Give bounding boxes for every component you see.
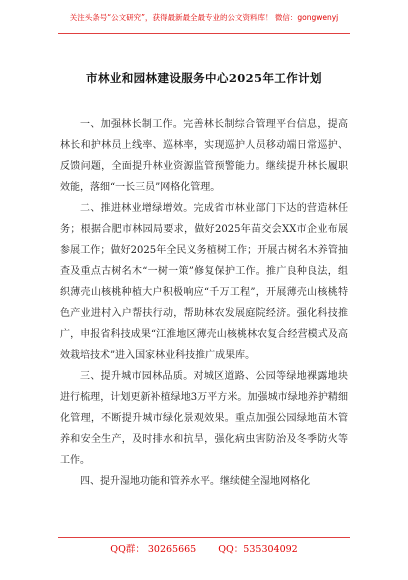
footer-qq: QQ：535304092 <box>218 544 298 555</box>
paragraph-2: 二、推进林业增绿增效。完成省市林业部门下达的营造林任务；根据合肥市林园局要求，做好2025年苗交会XX市企业布展参展工作；做好2025年全民义务植树工作；开展古树名木养管抽查及重点古树名木“一树一策”修复保护工作。推广良种良法，组织薄壳山核桃种植大户积极响应“千万工程”，开展薄壳山核桃特色产业进村入户帮扶行动，帮助林农发展庭院经济。强化科技推广，申报省科技成果“江淮地区薄壳山核桃林农复合经营模式及高效栽培技术”进入国家林业科技推广成果库。 <box>60 203 348 361</box>
paragraph-1: 一、加强林长制工作。完善林长制综合管理平台信息，提高林长和护林员上线率、巡林率，实现巡护人员移动端日常巡护、反馈问题，全面提升林业资源监管预警能力。继续提升林长履职效能，落细“一长三员”网格化管理。 <box>60 119 348 193</box>
header-banner: 关注头条号“公文研究”，获得最新最全最专业的公文资料库！ 微信：gongwenyj <box>69 13 339 22</box>
document-body <box>60 114 348 492</box>
paragraph-3: 三、提升城市园林品质。对城区道路、公园等绿地裸露地块进行梳理，计划更新补植绿地3万平方米。加强城市绿地养护精细化管理，不断提升城市绿化景观效果。重点加强公园绿地苗木管养和安全生产，及时排水和抗旱，强化病虫害防治及冬季防火等工作。 <box>60 371 348 466</box>
header-divider <box>58 33 350 34</box>
footer-divider <box>58 537 350 538</box>
document-title: 市林业和园林建设服务中心2025年工作计划 <box>86 71 322 85</box>
footer <box>0 541 408 555</box>
footer-qq-group: QQ群： 30265665 <box>110 544 197 555</box>
paragraph-4: 四、提升湿地功能和管养水平。继续健全湿地网格化 <box>80 476 310 487</box>
